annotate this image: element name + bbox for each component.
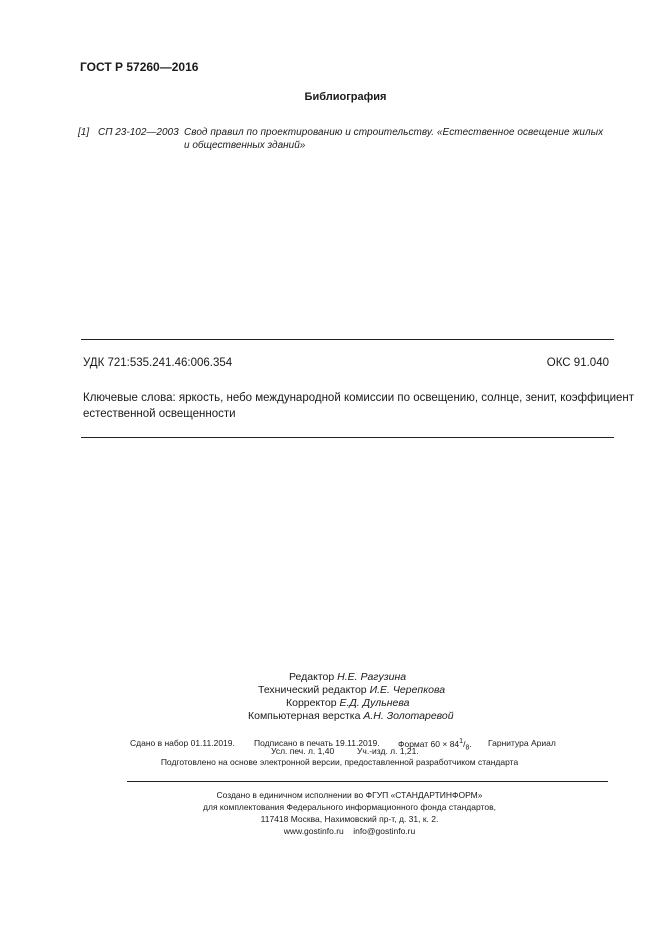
corrector-role: Корректор: [286, 697, 337, 709]
layout-role: Компьютерная верстка: [248, 710, 361, 722]
publication-sheets: Уч.-изд. л. 1,21.: [357, 746, 419, 756]
publisher-line1: Создано в единичном исполнении во ФГУП «СТАНДАРТИНФОРМ»: [216, 790, 483, 800]
website-link[interactable]: www.gostinfo.ru: [283, 826, 344, 836]
standard-header: ГОСТ Р 57260—2016: [80, 60, 199, 74]
layout-name: А.Н. Золотаревой: [363, 710, 454, 722]
editor-name: Н.Е. Рагузина: [337, 671, 407, 683]
publisher-line2: для комплектования Федерального информационного фонда стандартов,: [203, 802, 496, 812]
tech-editor-role: Технический редактор: [258, 684, 367, 696]
corrector-name: Е.Д. Дульнева: [339, 697, 410, 709]
format-denominator: 8: [465, 744, 470, 752]
publisher-contacts: [0, 826, 661, 836]
keywords-line2: естественной освещенности: [83, 408, 236, 420]
credit-corrector: [286, 697, 409, 709]
tech-editor-name: И.Е. Черепкова: [369, 684, 446, 696]
print-sheets: Усл. печ. л. 1,40: [271, 746, 335, 756]
bibliography-title: Библиография: [304, 91, 387, 103]
entry-text-line1: Свод правил по проектированию и строительству. «Естественное освещение жилых: [184, 127, 604, 138]
udk-code: УДК 721:535.241.46:006.354: [83, 357, 233, 369]
submitted-date: Сдано в набор 01.11.2019.: [130, 738, 235, 748]
oks-code: ОКС 91.040: [546, 357, 609, 369]
entry-text-line2: и общественных зданий»: [184, 140, 306, 151]
typeface: Гарнитура Ариал: [488, 738, 556, 748]
email-link[interactable]: info@gostinfo.ru: [353, 826, 416, 836]
format-numerator: 1: [459, 738, 464, 745]
credit-layout: [248, 710, 454, 722]
entry-code: СП 23-102—2003: [98, 127, 179, 138]
print-format: Формат $60 \times 84^1/_8$.: [398, 738, 472, 752]
signed-date: Подписано в печать 19.11.2019.: [254, 738, 380, 748]
middle-divider: [81, 437, 614, 438]
credit-editor: [289, 671, 406, 683]
bottom-divider: [127, 781, 608, 782]
prepared-note: Подготовлено на основе электронной версии, предоставленной разработчиком стандарта: [160, 757, 519, 767]
editor-role: Редактор: [289, 671, 335, 683]
entry-number: [1]: [78, 127, 90, 138]
format-prefix: Формат 60 × 84: [398, 738, 460, 749]
credit-tech-editor: [258, 684, 445, 696]
publisher-address: 117418 Москва, Нахимовский пр-т, д. 31, к. 2.: [260, 814, 439, 824]
keywords-line1: Ключевые слова: яркость, небо международной комиссии по освещению, солнце, зенит, коэффициент: [83, 392, 635, 404]
top-divider: [81, 339, 614, 340]
